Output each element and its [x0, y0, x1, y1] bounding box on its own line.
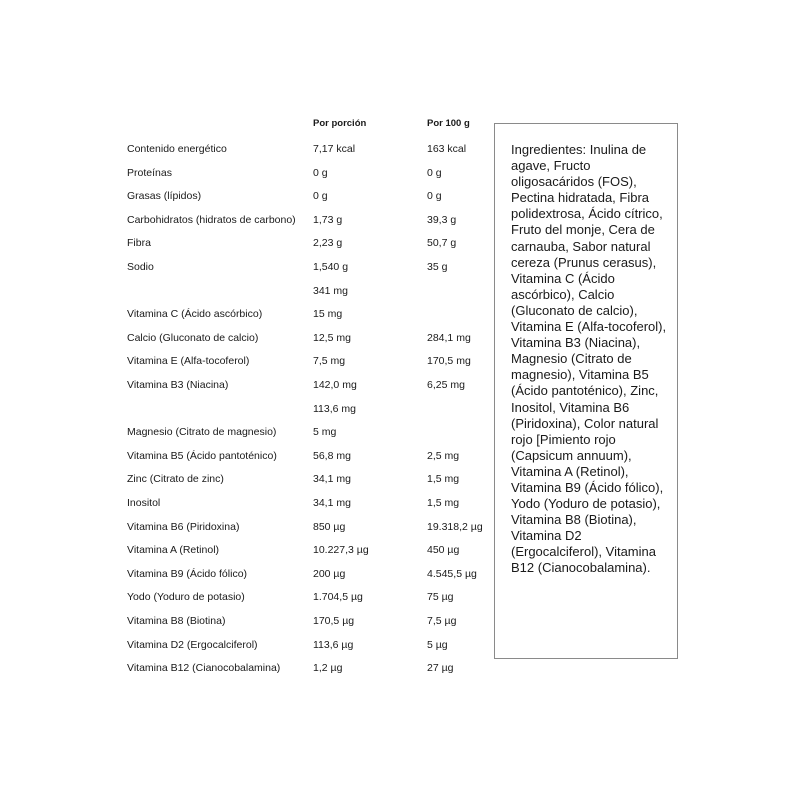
table-row: [0, 661, 490, 679]
nutrient-name: Vitamina B9 (Ácido fólico): [127, 567, 248, 580]
value-per-100g: 4.545,5 µg: [427, 567, 477, 580]
value-per-100g: 7,5 µg: [427, 615, 457, 627]
value-per-100g: 5 µg: [427, 638, 448, 651]
value-per-portion: 170,5 µg: [313, 615, 355, 627]
nutrient-name: Zinc (Citrato de zinc): [127, 473, 224, 486]
value-per-portion: 1,540 g: [313, 261, 349, 273]
value-per-portion: 0 g: [313, 166, 328, 179]
nutrient-name: Yodo (Yoduro de potasio): [127, 591, 245, 604]
nutrient-name: Grasas (lípidos): [127, 190, 202, 203]
value-per-portion: 1.704,5 µg: [313, 591, 363, 604]
value-per-100g: 2,5 mg: [427, 449, 460, 462]
value-per-100g: 0 g: [427, 166, 442, 179]
value-per-portion: 142,0 mg: [313, 379, 357, 391]
value-per-100g: 39,3 g: [427, 213, 457, 226]
nutrient-name: Vitamina E (Alfa-tocoferol): [127, 355, 250, 368]
table-row: [0, 543, 490, 561]
value-per-portion: 56,8 mg: [313, 449, 351, 462]
table-row: [0, 166, 490, 184]
table-row: [0, 378, 490, 396]
table-row: [0, 638, 490, 656]
header-per-portion: Por porción: [313, 118, 367, 129]
value-per-portion: 2,23 g: [313, 237, 343, 250]
value-per-100g: 75 µg: [427, 591, 454, 604]
value-per-portion: 5 mg: [313, 426, 337, 439]
value-per-portion: 34,1 mg: [313, 473, 351, 486]
nutrient-name: Vitamina D2 (Ergocalciferol): [127, 638, 258, 651]
value-per-portion: 12,5 mg: [313, 331, 351, 344]
value-per-portion: 7,5 mg: [313, 355, 346, 368]
table-row: [0, 496, 490, 514]
nutrient-name: Contenido energético: [127, 143, 227, 155]
value-per-portion: 1,2 µg: [313, 662, 343, 675]
nutrient-name: Carbohidratos (hidratos de carbono): [127, 213, 296, 226]
value-per-portion: 113,6 µg: [313, 638, 354, 651]
table-row: [0, 567, 490, 585]
table-row: [0, 331, 490, 349]
table-row: [0, 425, 490, 443]
value-per-100g: 50,7 g: [427, 237, 457, 250]
nutrient-name: Vitamina A (Retinol): [127, 544, 220, 557]
value-per-100g: 163 kcal: [427, 143, 467, 155]
value-per-portion: 34,1 mg: [313, 497, 351, 509]
nutrient-name: Inositol: [127, 497, 161, 509]
table-row: [0, 614, 490, 632]
nutrient-name: Vitamina B6 (Piridoxina): [127, 520, 240, 533]
value-per-portion: 15 mg: [313, 308, 343, 321]
value-per-100g: 170,5 mg: [427, 355, 471, 368]
table-row: [0, 590, 490, 608]
table-row: [0, 520, 490, 538]
table-row: [0, 142, 490, 160]
nutrient-name: Vitamina B5 (Ácido pantoténico): [127, 449, 277, 462]
table-row: [0, 307, 490, 325]
nutrient-name: Vitamina B12 (Cianocobalamina): [127, 662, 281, 675]
value-per-portion: 113,6 mg: [313, 402, 356, 415]
value-per-100g: 35 g: [427, 261, 448, 273]
value-per-portion: 850 µg: [313, 520, 346, 533]
table-row: [0, 189, 490, 207]
nutrient-name: Magnesio (Citrato de magnesio): [127, 426, 277, 439]
table-row: [0, 213, 490, 231]
value-per-portion: 341 mg: [313, 284, 349, 297]
table-row: [0, 472, 490, 490]
ingredients-box: Ingredientes: Inulina de agave, Fructo oligosacáridos (FOS), Pectina hidratada, Fibra polidextrosa, Ácido cítrico, Fruto del monje, Cera de carnauba, Sabor natural cereza (Prunus cerasus), Vitamina C (Ácido ascórbico), Calcio (Gluconato de calcio), Vitamina E (Alfa-tocoferol), Vitamina B3 (Niacina), Magnesio (Citrato de magnesio), Vitamina B5 (Ácido pantoténico), Zinc, Inositol, Vitamina B6 (Piridoxina), Color natural rojo [Pimiento rojo (Capsicum annuum), Vitamina A (Retinol), Vitamina B9 (Ácido fólico), Yodo (Yoduro de potasio), Vitamina B8 (Biotina), Vitamina D2 (Ergocalciferol), Vitamina B12 (Cianocobalamina).: [494, 123, 678, 659]
value-per-portion: 10.227,3 µg: [313, 544, 369, 557]
nutrient-name: Vitamina B3 (Niacina): [127, 379, 229, 391]
value-per-100g: 1,5 mg: [427, 497, 460, 509]
value-per-portion: 1,73 g: [313, 213, 343, 226]
value-per-portion: 7,17 kcal: [313, 143, 356, 155]
nutrient-name: Calcio (Gluconato de calcio): [127, 331, 259, 344]
value-per-100g: 450 µg: [427, 544, 460, 557]
nutrient-name: Proteínas: [127, 166, 172, 179]
value-per-100g: 1,5 mg: [427, 473, 460, 486]
value-per-100g: 27 µg: [427, 662, 454, 675]
nutrient-name: Fibra: [127, 237, 151, 250]
value-per-portion: 200 µg: [313, 567, 346, 580]
nutrient-name: Vitamina B8 (Biotina): [127, 615, 226, 627]
value-per-100g: 0 g: [427, 190, 442, 203]
table-row: [0, 449, 490, 467]
value-per-100g: 284,1 mg: [427, 331, 471, 344]
table-row: [0, 260, 490, 278]
value-per-portion: 0 g: [313, 190, 328, 203]
table-row: [0, 402, 490, 420]
value-per-100g: 6,25 mg: [427, 379, 465, 391]
value-per-100g: 19.318,2 µg: [427, 520, 483, 533]
table-row: [0, 354, 490, 372]
table-row: [0, 284, 490, 302]
table-row: [0, 236, 490, 254]
header-per-100g: Por 100 g: [427, 118, 470, 129]
nutrient-name: Sodio: [127, 261, 154, 273]
nutrient-name: Vitamina C (Ácido ascórbico): [127, 308, 263, 321]
